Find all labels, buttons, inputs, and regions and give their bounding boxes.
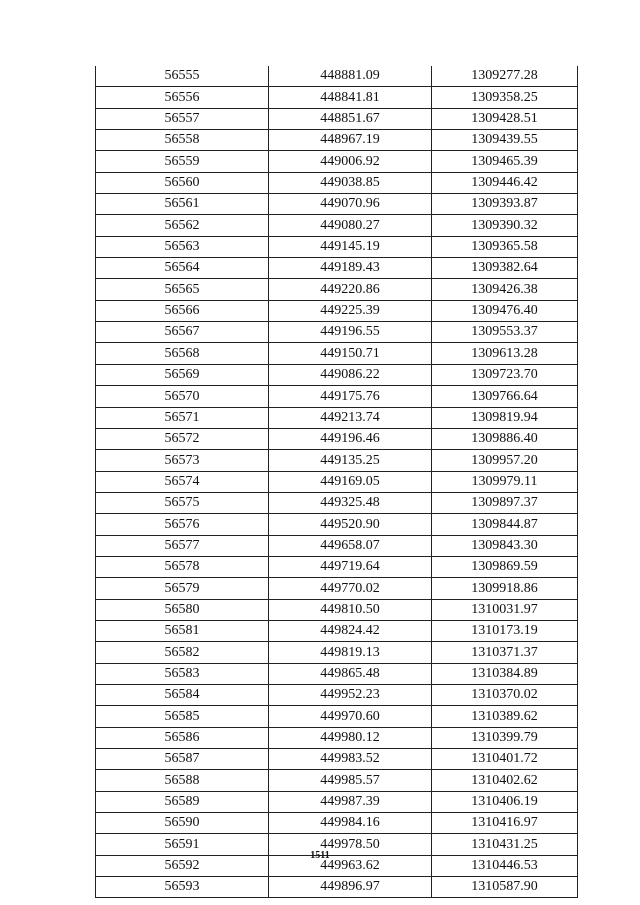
x-coordinate-cell: 448967.19 [269,130,432,151]
y-coordinate-cell: 1309957.20 [432,450,578,471]
point-id-cell: 56573 [96,450,269,471]
x-coordinate-cell: 449196.55 [269,322,432,343]
x-coordinate-cell: 449770.02 [269,578,432,599]
point-id-cell: 56581 [96,620,269,641]
x-coordinate-cell: 449038.85 [269,172,432,193]
y-coordinate-cell: 1309553.37 [432,322,578,343]
point-id-cell: 56572 [96,428,269,449]
point-id-cell: 56556 [96,87,269,108]
point-id-cell: 56569 [96,364,269,385]
x-coordinate-cell: 449189.43 [269,258,432,279]
point-id-cell: 56575 [96,492,269,513]
y-coordinate-cell: 1309426.38 [432,279,578,300]
y-coordinate-cell: 1309723.70 [432,364,578,385]
y-coordinate-cell: 1309365.58 [432,236,578,257]
table-row [96,663,578,684]
x-coordinate-cell: 449150.71 [269,343,432,364]
point-id-cell: 56555 [96,66,269,87]
table-row [96,386,578,407]
point-id-cell: 56564 [96,258,269,279]
y-coordinate-cell: 1309843.30 [432,535,578,556]
point-id-cell: 56589 [96,791,269,812]
y-coordinate-cell: 1309446.42 [432,172,578,193]
table-row [96,108,578,129]
table-row [96,492,578,513]
x-coordinate-cell: 448881.09 [269,66,432,87]
point-id-cell: 56580 [96,599,269,620]
point-id-cell: 56582 [96,642,269,663]
table-row [96,599,578,620]
x-coordinate-cell: 449006.92 [269,151,432,172]
x-coordinate-cell: 449963.62 [269,855,432,876]
x-coordinate-cell: 449819.13 [269,642,432,663]
y-coordinate-cell: 1309390.32 [432,215,578,236]
point-id-cell: 56558 [96,130,269,151]
table-row [96,556,578,577]
point-id-cell: 56562 [96,215,269,236]
table-row [96,535,578,556]
table-row [96,279,578,300]
y-coordinate-cell: 1310389.62 [432,706,578,727]
y-coordinate-cell: 1310402.62 [432,770,578,791]
coordinates-table-body [96,66,578,898]
y-coordinate-cell: 1309886.40 [432,428,578,449]
point-id-cell: 56585 [96,706,269,727]
table-row [96,130,578,151]
point-id-cell: 56563 [96,236,269,257]
x-coordinate-cell: 449987.39 [269,791,432,812]
table-row [96,791,578,812]
table-row [96,66,578,87]
x-coordinate-cell: 449985.57 [269,770,432,791]
table-row [96,684,578,705]
x-coordinate-cell: 449658.07 [269,535,432,556]
x-coordinate-cell: 449080.27 [269,215,432,236]
point-id-cell: 56584 [96,684,269,705]
y-coordinate-cell: 1310406.19 [432,791,578,812]
table-row [96,877,578,898]
point-id-cell: 56583 [96,663,269,684]
x-coordinate-cell: 449145.19 [269,236,432,257]
table-row [96,151,578,172]
y-coordinate-cell: 1310384.89 [432,663,578,684]
point-id-cell: 56560 [96,172,269,193]
x-coordinate-cell: 449213.74 [269,407,432,428]
table-row [96,87,578,108]
y-coordinate-cell: 1309382.64 [432,258,578,279]
table-row [96,343,578,364]
table-row [96,215,578,236]
x-coordinate-cell: 449135.25 [269,450,432,471]
point-id-cell: 56588 [96,770,269,791]
table-row [96,578,578,599]
table-row [96,258,578,279]
y-coordinate-cell: 1309476.40 [432,300,578,321]
point-id-cell: 56579 [96,578,269,599]
x-coordinate-cell: 449983.52 [269,749,432,770]
table-row [96,322,578,343]
point-id-cell: 56570 [96,386,269,407]
table-row [96,706,578,727]
table-row [96,749,578,770]
point-id-cell: 56565 [96,279,269,300]
y-coordinate-cell: 1309439.55 [432,130,578,151]
table-row [96,450,578,471]
point-id-cell: 56587 [96,749,269,770]
x-coordinate-cell: 448851.67 [269,108,432,129]
table-row [96,620,578,641]
table-row [96,172,578,193]
y-coordinate-cell: 1309613.28 [432,343,578,364]
table-row [96,300,578,321]
y-coordinate-cell: 1310173.19 [432,620,578,641]
y-coordinate-cell: 1309844.87 [432,514,578,535]
x-coordinate-cell: 449984.16 [269,813,432,834]
x-coordinate-cell: 449070.96 [269,194,432,215]
x-coordinate-cell: 449196.46 [269,428,432,449]
point-id-cell: 56586 [96,727,269,748]
y-coordinate-cell: 1309277.28 [432,66,578,87]
x-coordinate-cell: 449810.50 [269,599,432,620]
point-id-cell: 56571 [96,407,269,428]
table-row [96,236,578,257]
x-coordinate-cell: 449220.86 [269,279,432,300]
x-coordinate-cell: 449325.48 [269,492,432,513]
point-id-cell: 56567 [96,322,269,343]
x-coordinate-cell: 449719.64 [269,556,432,577]
x-coordinate-cell: 449175.76 [269,386,432,407]
x-coordinate-cell: 449225.39 [269,300,432,321]
x-coordinate-cell: 449970.60 [269,706,432,727]
y-coordinate-cell: 1309897.37 [432,492,578,513]
table-row [96,364,578,385]
y-coordinate-cell: 1309358.25 [432,87,578,108]
y-coordinate-cell: 1310031.97 [432,599,578,620]
x-coordinate-cell: 449896.97 [269,877,432,898]
point-id-cell: 56590 [96,813,269,834]
point-id-cell: 56576 [96,514,269,535]
y-coordinate-cell: 1309428.51 [432,108,578,129]
x-coordinate-cell: 449169.05 [269,471,432,492]
y-coordinate-cell: 1309869.59 [432,556,578,577]
point-id-cell: 56591 [96,834,269,855]
table-row [96,642,578,663]
table-row [96,727,578,748]
y-coordinate-cell: 1309918.86 [432,578,578,599]
x-coordinate-cell: 449952.23 [269,684,432,705]
point-id-cell: 56557 [96,108,269,129]
y-coordinate-cell: 1310416.97 [432,813,578,834]
y-coordinate-cell: 1310370.02 [432,684,578,705]
point-id-cell: 56566 [96,300,269,321]
y-coordinate-cell: 1309819.94 [432,407,578,428]
point-id-cell: 56578 [96,556,269,577]
table-row [96,813,578,834]
x-coordinate-cell: 449824.42 [269,620,432,641]
y-coordinate-cell: 1310587.90 [432,877,578,898]
coordinates-table [95,66,578,898]
point-id-cell: 56592 [96,855,269,876]
table-row [96,471,578,492]
x-coordinate-cell: 449865.48 [269,663,432,684]
x-coordinate-cell: 449980.12 [269,727,432,748]
y-coordinate-cell: 1310446.53 [432,855,578,876]
table-row [96,194,578,215]
page-number: 1511 [310,850,330,861]
table-row [96,770,578,791]
y-coordinate-cell: 1309393.87 [432,194,578,215]
x-coordinate-cell: 449520.90 [269,514,432,535]
y-coordinate-cell: 1309766.64 [432,386,578,407]
y-coordinate-cell: 1310401.72 [432,749,578,770]
x-coordinate-cell: 449978.50 [269,834,432,855]
table-row [96,407,578,428]
y-coordinate-cell: 1310399.79 [432,727,578,748]
point-id-cell: 56559 [96,151,269,172]
x-coordinate-cell: 449086.22 [269,364,432,385]
x-coordinate-cell: 448841.81 [269,87,432,108]
point-id-cell: 56577 [96,535,269,556]
point-id-cell: 56561 [96,194,269,215]
y-coordinate-cell: 1309465.39 [432,151,578,172]
table-row [96,514,578,535]
y-coordinate-cell: 1310431.25 [432,834,578,855]
point-id-cell: 56574 [96,471,269,492]
point-id-cell: 56568 [96,343,269,364]
y-coordinate-cell: 1309979.11 [432,471,578,492]
point-id-cell: 56593 [96,877,269,898]
y-coordinate-cell: 1310371.37 [432,642,578,663]
table-row [96,428,578,449]
